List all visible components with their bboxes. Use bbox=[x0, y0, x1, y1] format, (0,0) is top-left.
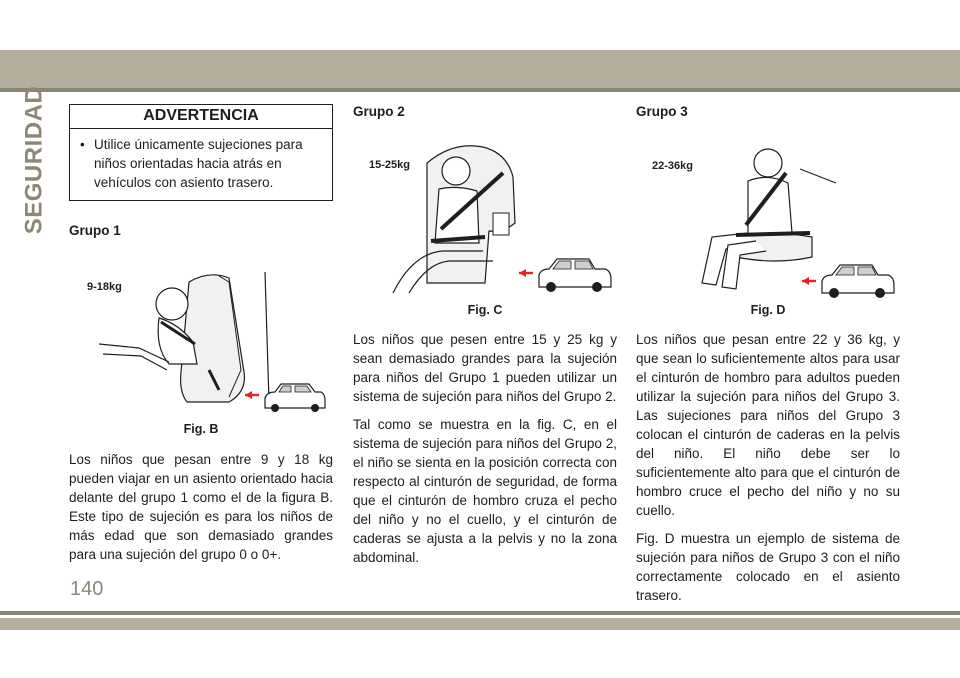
group2-paragraph-1: Los niños que pesen entre 15 y 25 kg y sean demasiado grandes para la sujeción para niños del Grupo 1 pueden utilizar un sistema de sujeción para niños del Grupo 2. bbox=[353, 332, 617, 404]
warning-item bbox=[80, 135, 324, 192]
group3-paragraph-1: Los niños que pesan entre 22 y 36 kg, y que sean lo suficientemente altos para usar el cinturón de hombro para adultos pueden utilizar la sujeción para niños del Grupo 3. Las sujeciones para niños del Grupo 3 colocan el cinturón de caderas en la pelvis del niño. El niño debe ser lo suficientemente alto para que el cinturón de hombro cruce el pecho del niño y no su cuello. bbox=[636, 332, 900, 518]
figure-b bbox=[69, 252, 333, 436]
section-title: SEGURIDAD bbox=[20, 85, 48, 235]
direction-arrow-icon bbox=[519, 269, 533, 277]
car-facing-left-icon bbox=[265, 384, 325, 412]
warning-item-text: Utilice únicamente sujeciones para niños orientadas hacia atrás en vehículos con asiento trasero. bbox=[94, 137, 303, 190]
column-2 bbox=[353, 104, 617, 567]
figure-c-caption: Fig. C bbox=[467, 303, 503, 317]
warning-title: ADVERTENCIA bbox=[70, 105, 332, 129]
page-number: 140 bbox=[70, 578, 104, 600]
figure-c-weight-label: 15-25kg bbox=[369, 159, 410, 171]
section-tab bbox=[14, 85, 54, 235]
child-seat-group1-illustration bbox=[69, 252, 333, 422]
direction-arrow-icon bbox=[245, 391, 259, 399]
group2-paragraph-2: Tal como se muestra en la fig. C, en el sistema de sujeción para niños del Grupo 2, el niño se sienta en la posición correcta con respecto al cinturón de seguridad, de forma que el cinturón de hombro cruza el pecho del niño y no el cuello, y el cinturón de caderas se ajusta a la pelvis y no la zona abdominal. bbox=[353, 417, 617, 565]
column-3 bbox=[636, 104, 900, 605]
bullet-icon: • bbox=[80, 137, 85, 152]
figure-b-weight-label: 9-18kg bbox=[87, 281, 122, 293]
booster-seat-group2-illustration bbox=[353, 133, 617, 303]
figure-c bbox=[353, 133, 617, 317]
group3-heading: Grupo 3 bbox=[636, 104, 688, 119]
car-facing-left-icon bbox=[539, 259, 611, 292]
car-facing-left-icon bbox=[822, 265, 894, 298]
booster-cushion-group3-illustration bbox=[636, 133, 900, 303]
figure-d-weight-label: 22-36kg bbox=[652, 160, 693, 172]
figure-b-caption: Fig. B bbox=[183, 422, 219, 436]
warning-box bbox=[69, 104, 333, 201]
header-band bbox=[0, 50, 960, 88]
group1-paragraph: Los niños que pesan entre 9 y 18 kg pueden viajar en un asiento orientado hacia delante del grupo 1 como el de la figura B. Este tipo de sujeción es para los niños de más edad que son demasiado grandes para una sujeción del grupo 0 o 0+. bbox=[69, 452, 333, 562]
footer-band bbox=[0, 618, 960, 630]
figure-d-caption: Fig. D bbox=[750, 303, 786, 317]
group2-heading: Grupo 2 bbox=[353, 104, 405, 119]
group1-heading: Grupo 1 bbox=[69, 223, 121, 238]
column-1 bbox=[69, 104, 333, 564]
header-rule bbox=[0, 88, 960, 92]
group3-paragraph-2: Fig. D muestra un ejemplo de sistema de sujeción para niños de Grupo 3 con el niño correctamente colocado en el asiento trasero. bbox=[636, 531, 900, 603]
direction-arrow-icon bbox=[802, 277, 816, 285]
footer-rule bbox=[0, 611, 960, 615]
figure-d bbox=[636, 133, 900, 317]
